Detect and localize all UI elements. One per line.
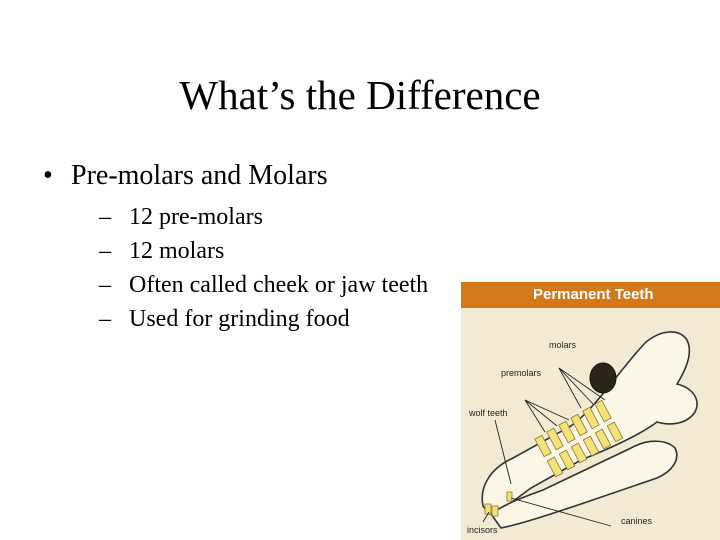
label-molars: molars [549, 340, 577, 350]
sub-bullet-item [99, 302, 428, 336]
main-bullet [43, 158, 328, 194]
label-canines: canines [621, 516, 653, 526]
sub-bullet-item [99, 268, 428, 302]
sub-bullet-item [99, 234, 428, 268]
label-incisors: incisors [467, 525, 498, 535]
sub-bullet-list [99, 200, 428, 336]
bullet-text: Pre-molars and Molars [71, 160, 328, 191]
diagram-banner-title: Permanent Teeth [533, 286, 654, 303]
slide-title: What’s the Difference [179, 72, 541, 118]
eye-socket [590, 363, 616, 393]
sub-bullet-marker: – [99, 238, 111, 264]
label-wolf-teeth: wolf teeth [469, 408, 508, 418]
horse-skull-illustration [461, 308, 720, 540]
bullet-marker: • [43, 160, 53, 191]
sub-bullet-marker: – [99, 204, 111, 230]
horse-teeth-diagram [461, 282, 720, 540]
sub-bullet-text: Often called cheek or jaw teeth [129, 272, 429, 298]
sub-bullet-marker: – [99, 272, 111, 298]
sub-bullet-item [99, 200, 428, 234]
label-premolars: premolars [501, 368, 542, 378]
sub-bullet-marker: – [99, 306, 111, 332]
sub-bullet-text: 12 pre-molars [129, 204, 263, 230]
sub-bullet-text: 12 molars [129, 238, 225, 264]
diagram-banner [461, 282, 720, 308]
sub-bullet-text: Used for grinding food [129, 306, 350, 332]
